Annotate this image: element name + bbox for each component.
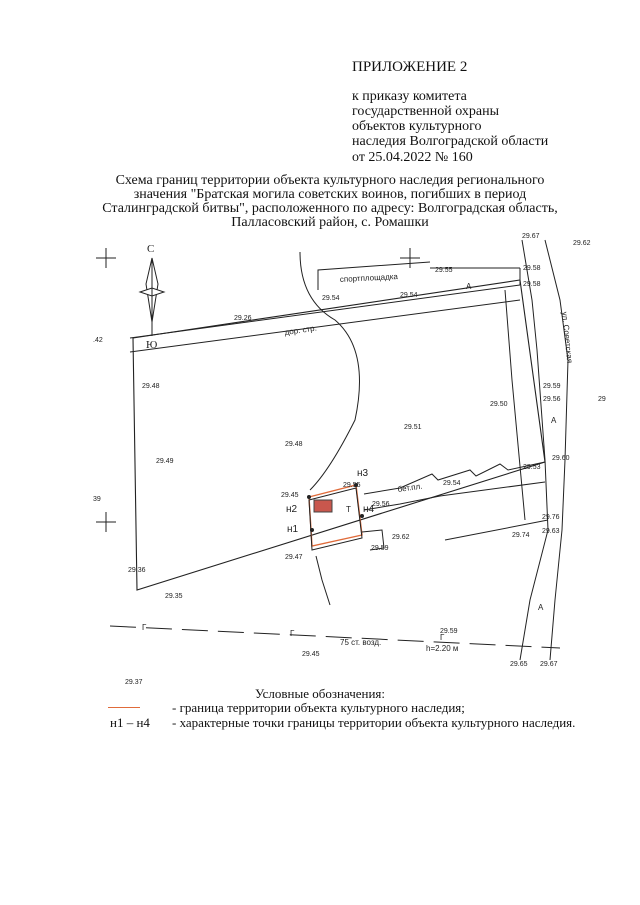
elevation-mark: 29.47 bbox=[285, 554, 303, 561]
elevation-mark: 29.58 bbox=[523, 265, 541, 272]
concrete-pad-edge bbox=[364, 462, 545, 494]
elevation-mark: 29.65 bbox=[510, 661, 528, 668]
zone-letter: Г bbox=[440, 633, 445, 642]
height-label: h=2.20 м bbox=[426, 644, 459, 653]
title-line: Палласовский район, с. Ромашки bbox=[231, 215, 429, 230]
elevation-mark: 29.54 bbox=[400, 292, 418, 299]
legend-heading: Условные обозначения: bbox=[254, 686, 386, 701]
elevation-mark: 29.59 bbox=[543, 383, 561, 390]
footpath bbox=[300, 252, 360, 490]
title-line: значения "Братская могила советских воинов, погибших в период bbox=[133, 187, 527, 202]
point-n3: н3 bbox=[357, 468, 369, 479]
street-label: ул. Советская bbox=[560, 311, 575, 364]
elevation-mark: 29.63 bbox=[542, 528, 560, 535]
monument-structure bbox=[314, 500, 332, 512]
zone-letter: Г bbox=[290, 629, 295, 638]
zone-letter: Г bbox=[142, 623, 147, 632]
elevation-mark: 29.45 bbox=[302, 651, 320, 658]
point-n2: н2 bbox=[286, 504, 298, 515]
title-line: Сталинградской битвы", расположенного по адресу: Волгоградская область, bbox=[102, 201, 558, 216]
gas-pipeline bbox=[110, 626, 560, 648]
elevation-mark: 29.35 bbox=[165, 593, 183, 600]
elevation-mark: 29.45 bbox=[281, 492, 299, 499]
elevation-mark: 29.56 bbox=[543, 396, 561, 403]
order-line: объектов культурного bbox=[352, 119, 482, 134]
order-line: наследия Волгоградской области bbox=[352, 134, 549, 149]
point-n4: н4 bbox=[363, 504, 375, 515]
elevation-mark: 29.56 bbox=[372, 501, 390, 508]
elevation-mark: 29.55 bbox=[343, 482, 361, 489]
road-edge bbox=[130, 300, 520, 352]
zone-letter: А bbox=[551, 416, 557, 425]
elevation-mark: 29.54 bbox=[322, 295, 340, 302]
point-n1: н1 bbox=[287, 524, 299, 535]
elevation-mark: 29.36 bbox=[128, 567, 146, 574]
zone-letter: А bbox=[466, 282, 472, 291]
north-label: С bbox=[147, 243, 155, 255]
elevation-mark: 29.59 bbox=[440, 628, 458, 635]
legend-text: - граница территории объекта культурного наследия; bbox=[172, 700, 465, 715]
elevation-mark: 39 bbox=[93, 496, 101, 503]
elevation-mark: 29.49 bbox=[156, 458, 174, 465]
sport-ground-label: спортплощадка bbox=[339, 271, 399, 284]
elevation-mark: 29.59 bbox=[371, 545, 389, 552]
appendix-title: ПРИЛОЖЕНИЕ 2 bbox=[352, 59, 468, 75]
elevation-mark: 29.76 bbox=[542, 514, 560, 521]
elevation-mark: 29 bbox=[598, 396, 606, 403]
street-edge-left bbox=[520, 240, 548, 660]
legend-text: - характерные точки границы территории объекта культурного наследия. bbox=[172, 715, 576, 730]
elevation-mark: 29.54 bbox=[443, 480, 461, 487]
south-label: Ю bbox=[146, 339, 158, 351]
order-date: от 25.04.2022 № 160 bbox=[352, 150, 473, 165]
elevation-mark: 29.48 bbox=[142, 383, 160, 390]
elevation-mark: 29.62 bbox=[573, 240, 591, 247]
pipe-label: 75 ст. возд. bbox=[340, 638, 382, 647]
elevation-mark: 29.74 bbox=[512, 532, 530, 539]
road-edge bbox=[130, 285, 520, 338]
north-arrow bbox=[140, 258, 164, 336]
elevation-mark: 29.26 bbox=[234, 315, 252, 322]
concrete-pad-label: бет.пл. bbox=[397, 481, 423, 494]
elevation-mark: 29.51 bbox=[404, 424, 422, 431]
elevation-mark: 29.37 bbox=[125, 679, 143, 686]
elevation-mark: .42 bbox=[93, 337, 103, 344]
elevation-mark: 29.53 bbox=[523, 464, 541, 471]
elevation-mark: 29.60 bbox=[552, 455, 570, 462]
street-edge-right bbox=[545, 240, 568, 660]
order-line: государственной охраны bbox=[352, 104, 500, 119]
elevation-mark: 29.58 bbox=[523, 281, 541, 288]
elevation-mark: 29.67 bbox=[522, 233, 540, 240]
title-line: Схема границ территории объекта культурного наследия регионального bbox=[115, 173, 545, 188]
road-label: дор. стр. bbox=[284, 323, 318, 337]
boundary-line-swatch bbox=[108, 707, 140, 708]
zone-letter: Т bbox=[346, 505, 351, 514]
elevation-mark: 29.67 bbox=[540, 661, 558, 668]
legend-symbol: н1 – н4 bbox=[110, 715, 150, 730]
zone-letter: А bbox=[538, 603, 544, 612]
elevation-mark: 29.55 bbox=[435, 267, 453, 274]
elevation-mark: 29.50 bbox=[490, 401, 508, 408]
monument-boundary bbox=[309, 485, 362, 546]
elevation-mark: 29.62 bbox=[392, 534, 410, 541]
elevation-mark: 29.48 bbox=[285, 441, 303, 448]
order-line: к приказу комитета bbox=[352, 89, 467, 104]
